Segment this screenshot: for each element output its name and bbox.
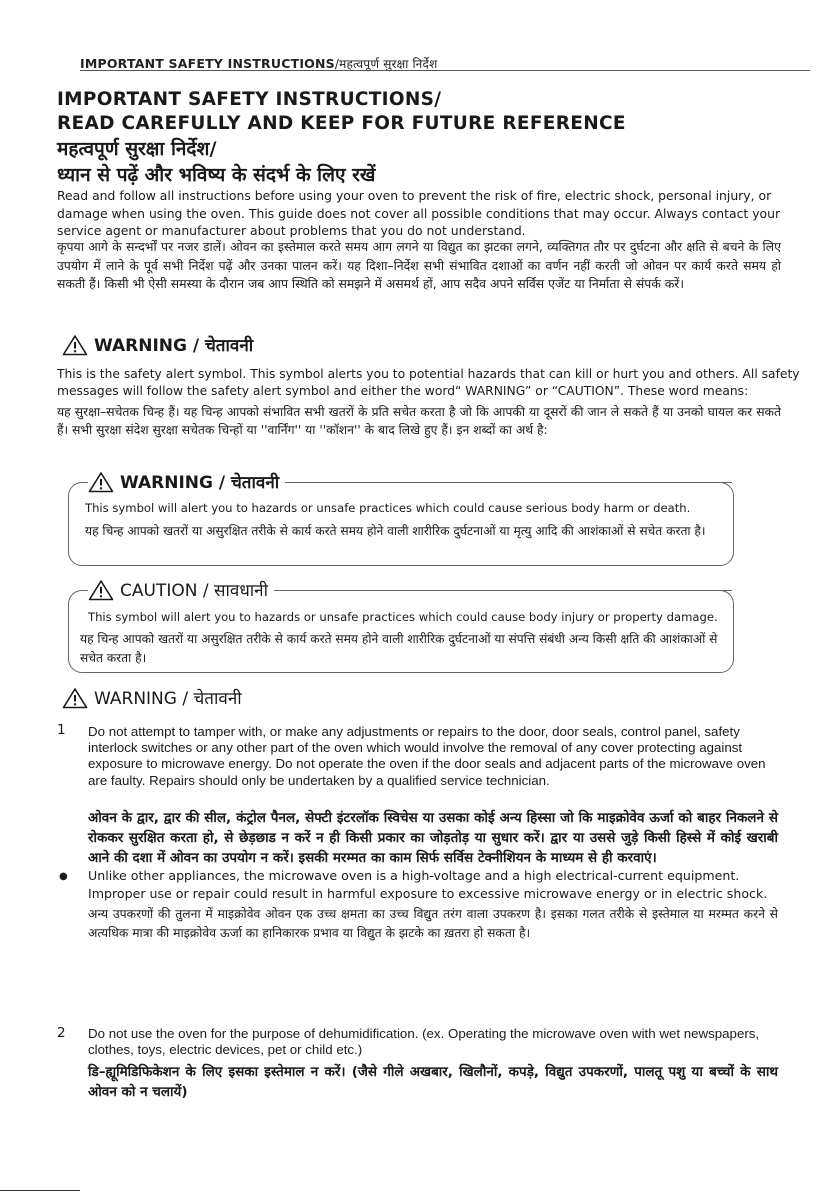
- alert-paragraph-en: This is the safety alert symbol. This symbol alerts you to potential hazards that can kill or hurt you and others. All safety messages will follow the safety alert symbol and either the word“ WARNING” or “CAUTION”. These word means:: [57, 367, 800, 398]
- item-1-number: 1: [57, 722, 66, 738]
- caution-box-title: CAUTION / सावधानी: [120, 581, 269, 601]
- warning-box-text-hi: यह चिन्ह आपको खतरों या असुरक्षित तरीके से कार्य करते समय होने वाली शारीरिक दुर्घटनाओं या मृत्यु आदि की आशंकाओं से सचेत करता है।: [85, 524, 706, 538]
- page-header: [80, 53, 810, 73]
- bullet-marker: ●: [59, 871, 68, 882]
- warning-triangle-icon: [62, 334, 88, 356]
- caution-box-text-en: This symbol will alert you to hazards or unsafe practices which could cause body injury or property damage.: [88, 610, 718, 624]
- main-title-line1: IMPORTANT SAFETY INSTRUCTIONS/: [57, 89, 442, 110]
- warning-triangle-icon: [88, 471, 114, 493]
- item-2-number: 2: [57, 1025, 66, 1041]
- warning-box-title: WARNING / चेतावनी: [120, 473, 280, 493]
- header-rule: [80, 70, 810, 71]
- section-warning-heading: [62, 686, 242, 709]
- warning-heading-text: WARNING / चेतावनी: [94, 336, 254, 356]
- caution-box-heading: [88, 578, 274, 601]
- item-1-text-hi: ओवन के द्वार, द्वार की सील, कंट्रोल पैनल, सेफ्टी इंटरलॉक स्विचेस या उसका कोई अन्य हिस्सा जो कि माइक्रोवेव ऊर्जा को बाहर निकलने से रोककर सुरक्षित करता हो, से छेड़छाड न करें न ही किसी प्रकार का जोड़तोड़ या सुधार करें। द्वार या उससे जुड़े किसी हिस्से में कोई खराबी आने की दशा में ओवन का उपयोग न करें। इसकी मरम्मत का काम सिर्फ सर्विस टेक्नीशियन के माध्यम से ही करवाएं।: [88, 810, 778, 866]
- section-heading-text: WARNING / चेतावनी: [94, 689, 242, 709]
- intro-paragraph-en: Read and follow all instructions before using your oven to prevent the risk of fire, electric shock, personal injury, or damage when using the oven. This guide does not cover all possible conditions that may occur. Always contact your service agent or manufacturer about problems that you do not understand.: [57, 188, 781, 238]
- item-2-text-hi: डि–ह्यूमिडिफिकेशन के लिए इसका इस्तेमाल न करें। (जैसे गीले अखबार, खिलौनों, कपड़े, विद्युत उपकरणों, पालतू पशु या बच्चों के साथ ओवन को न चलायें): [88, 1064, 778, 1100]
- main-title-line3: महत्वपूर्ण सुरक्षा निर्देश/: [57, 138, 217, 160]
- warning-triangle-icon: [62, 687, 88, 709]
- item-1-text-en: Do not attempt to tamper with, or make any adjustments or repairs to the door, door seals, control panel, safety interlock switches or any other part of the oven which would involve the removal of any cover protecting against exposure to microwave energy. Do not operate the oven if the door seals and adjacent parts of the microwave oven are faulty. Repairs should only be undertaken by a qualified service technician.: [88, 724, 766, 788]
- bullet-text-en: Unlike other appliances, the microwave oven is a high-voltage and a high electrical-current equipment. Improper use or repair could result in harmful exposure to excessive microwave energy or in electric shock.: [88, 868, 768, 901]
- intro-paragraph-hi: कृपया आगे के सन्दर्भों पर नजर डालें। ओवन का इस्तेमाल करते समय आग लगने या विद्युत का झटका लगने, व्यक्तिगत तौर पर दुर्घटना और क्षति से बचने के लिए उपयोग में लाने के पूर्व सभी निर्देश पढ़ें और उनका पालन करें। यह दिशा–निर्देश सभी संभावित दशाओं का वर्णन नहीं करती जो ओवन पर कार्य करते समय हो सकती हैं। किसी भी ऐसी समस्या के दौरान जब आप स्थिति को समझने में असमर्थ हों, आप सदैव अपने सर्विस एजेंट या निर्माता से संपर्क करें।: [57, 239, 781, 291]
- warning-box-text-en: This symbol will alert you to hazards or unsafe practices which could cause serious body harm or death.: [85, 501, 691, 515]
- footer-rule: [0, 1190, 80, 1191]
- warning-heading: [62, 333, 253, 356]
- main-title-line2: READ CAREFULLY AND KEEP FOR FUTURE REFERENCE: [57, 113, 626, 134]
- warning-box-top-rule: [330, 482, 732, 483]
- caution-triangle-icon: [88, 579, 114, 601]
- main-title: [57, 88, 817, 188]
- main-title-line4: ध्यान से पढ़ें और भविष्य के संदर्भ के लिए रखें: [57, 164, 376, 186]
- item-2-text-en: Do not use the oven for the purpose of dehumidification. (ex. Operating the microwave oven with wet newspapers, clothes, toys, electric devices, pet or child etc.): [88, 1026, 760, 1058]
- caution-box-text-hi: यह चिन्ह आपको खतरों या असुरक्षित तरीके से कार्य करते समय होने वाली शारीरिक दुर्घटनाओं या संपत्ति संबंधी अन्य किसी क्षति की आशंकाओं से सचेत करता है।: [80, 632, 718, 665]
- warning-box-heading: [88, 470, 285, 493]
- header-title-en: IMPORTANT SAFETY INSTRUCTIONS: [80, 56, 335, 71]
- caution-box-top-rule: [300, 590, 732, 591]
- header-title-hi: /महत्वपूर्ण सुरक्षा निर्देश: [334, 57, 438, 71]
- alert-paragraph-hi: यह सुरक्षा–सचेतक चिन्ह हैं। यह चिन्ह आपको संभावित सभी खतरों के प्रति सचेत करता है जो कि आपकी या दूसरों की जान ले सकते हैं या उनको घायल कर सकते हैं। सभी सुरक्षा संदेश सुरक्षा सचेतक चिन्हों या ''वार्निंग'' या ''कॉशन'' के बाद लिखे हुए हैं। इन शब्दों का अर्थ है:: [57, 405, 781, 437]
- bullet-text-hi: अन्य उपकरणों की तुलना में माइक्रोवेव ओवन एक उच्च क्षमता का उच्च विद्युत तरंग वाला उपकरण है। इसका गलत तरीके से इस्तेमाल या मरम्मत करने से अत्यधिक मात्रा की माइक्रोवेव ऊर्जा का हानिकारक प्रभाव या विद्युत के झटके का ख़तरा हो सकता है।: [88, 907, 778, 940]
